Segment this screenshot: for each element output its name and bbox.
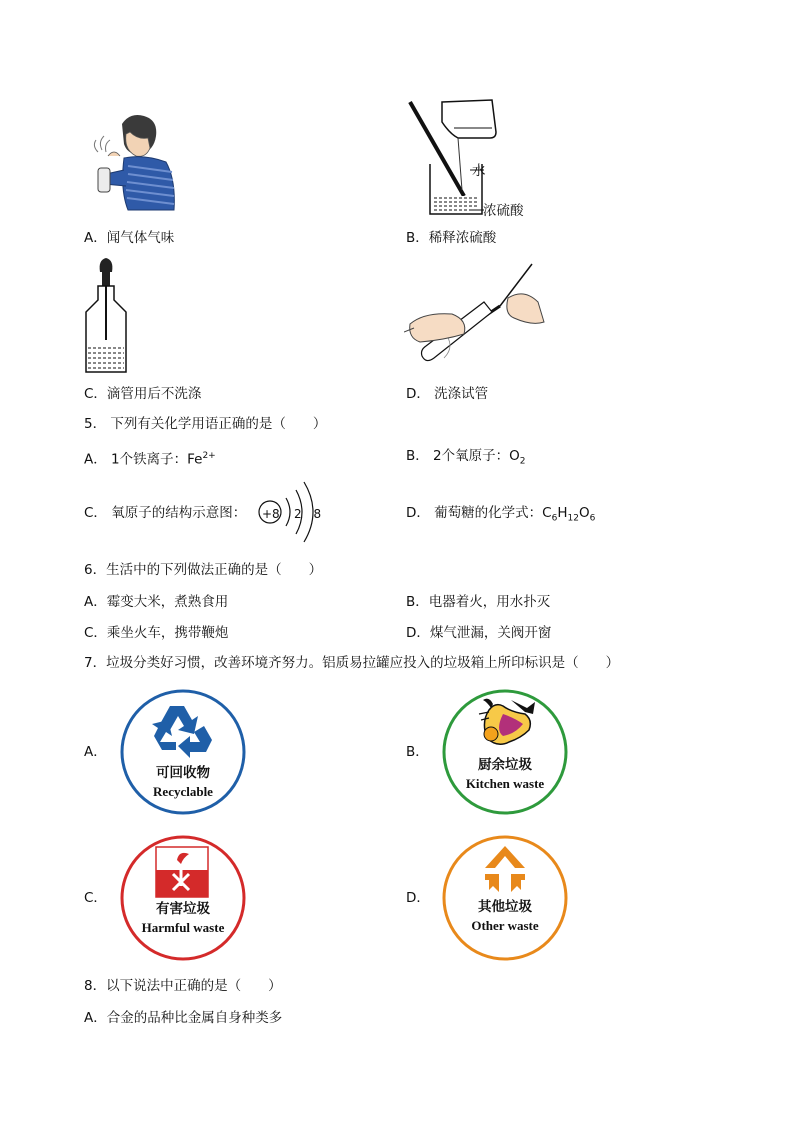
harmful-cn: 有害垃圾 bbox=[156, 901, 210, 917]
q6-option-a: A．霉变大米，煮熟食用 bbox=[84, 594, 229, 610]
recyclable-sign bbox=[119, 688, 247, 816]
smell-gas-illustration bbox=[84, 110, 180, 216]
q4-option-a: A．闻气体气味 bbox=[84, 230, 175, 246]
kitchen-waste-sign bbox=[441, 688, 569, 816]
q4-option-b: B．稀释浓硫酸 bbox=[406, 230, 497, 246]
q5-option-d bbox=[406, 504, 595, 528]
q7-option-a-label: A． bbox=[84, 744, 107, 760]
q6-option-b: B．电器着火，用水扑灭 bbox=[406, 594, 551, 610]
recyclable-en: Recyclable bbox=[153, 784, 213, 799]
kitchen-cn: 厨余垃圾 bbox=[478, 757, 532, 773]
question-8-stem: 8．以下说法中正确的是（ ） bbox=[84, 978, 282, 994]
q5-option-b bbox=[406, 447, 526, 471]
wash-test-tube-illustration bbox=[404, 262, 548, 366]
food-scraps-icon bbox=[475, 694, 539, 750]
question-7-stem: 7．垃圾分类好习惯，改善环境齐努力。铝质易拉罐应投入的垃圾箱上所印标识是（ ） bbox=[84, 655, 620, 671]
q5-a-charge: 2+ bbox=[202, 451, 216, 461]
q4-option-d: D． 洗涤试管 bbox=[406, 386, 489, 402]
q5-b-subscript: 2 bbox=[519, 456, 526, 467]
oxygen-shell-label: 2 8 bbox=[294, 507, 322, 521]
q5-d-sub2: 12 bbox=[567, 513, 579, 524]
q5-d-o: O bbox=[578, 505, 590, 521]
q6-option-c: C．乘坐火车，携带鞭炮 bbox=[84, 625, 229, 641]
q8-option-a: A．合金的品种比金属自身种类多 bbox=[84, 1010, 283, 1026]
question-5-stem: 5． 下列有关化学用语正确的是（ ） bbox=[84, 416, 327, 432]
harmful-en: Harmful waste bbox=[141, 920, 225, 935]
q7-option-d-label: D． bbox=[406, 890, 430, 906]
q5-option-c: C． 氧原子的结构示意图： bbox=[84, 505, 247, 521]
water-label: 水 bbox=[472, 163, 486, 179]
other-cn: 其他垃圾 bbox=[478, 899, 532, 915]
recycle-icon bbox=[150, 702, 214, 760]
q5-option-a bbox=[84, 447, 216, 469]
q7-option-b-label: B． bbox=[406, 744, 429, 760]
q6-option-d: D．煤气泄漏，关阀开窗 bbox=[406, 625, 552, 641]
kitchen-en: Kitchen waste bbox=[465, 776, 545, 791]
q5-d-sub3: 6 bbox=[589, 513, 596, 524]
other-waste-icon bbox=[481, 844, 529, 894]
harmful-waste-sign bbox=[119, 834, 247, 962]
q5-d-h: H bbox=[557, 505, 568, 521]
q5-d-sub1: 6 bbox=[551, 513, 558, 524]
question-6-stem: 6．生活中的下列做法正确的是（ ） bbox=[84, 562, 323, 578]
q7-option-c-label: C． bbox=[84, 890, 107, 906]
other-en: Other waste bbox=[471, 918, 539, 933]
dilute-acid-illustration bbox=[400, 98, 510, 218]
other-waste-sign bbox=[441, 834, 569, 962]
conc-acid-label: 浓硫酸 bbox=[483, 203, 524, 219]
oxygen-nucleus-label: +8 bbox=[262, 507, 280, 521]
q4-option-c: C．滴管用后不洗涤 bbox=[84, 386, 202, 402]
q5-b-text: B． 2个氧原子：O bbox=[406, 448, 520, 464]
q5-a-text: A． 1个铁离子：Fe bbox=[84, 451, 203, 468]
recyclable-cn: 可回收物 bbox=[156, 765, 210, 781]
dropper-bottle-illustration bbox=[80, 256, 132, 376]
q5-d-text: D． 葡萄糖的化学式：C bbox=[406, 505, 552, 521]
hazard-icon bbox=[155, 846, 209, 898]
